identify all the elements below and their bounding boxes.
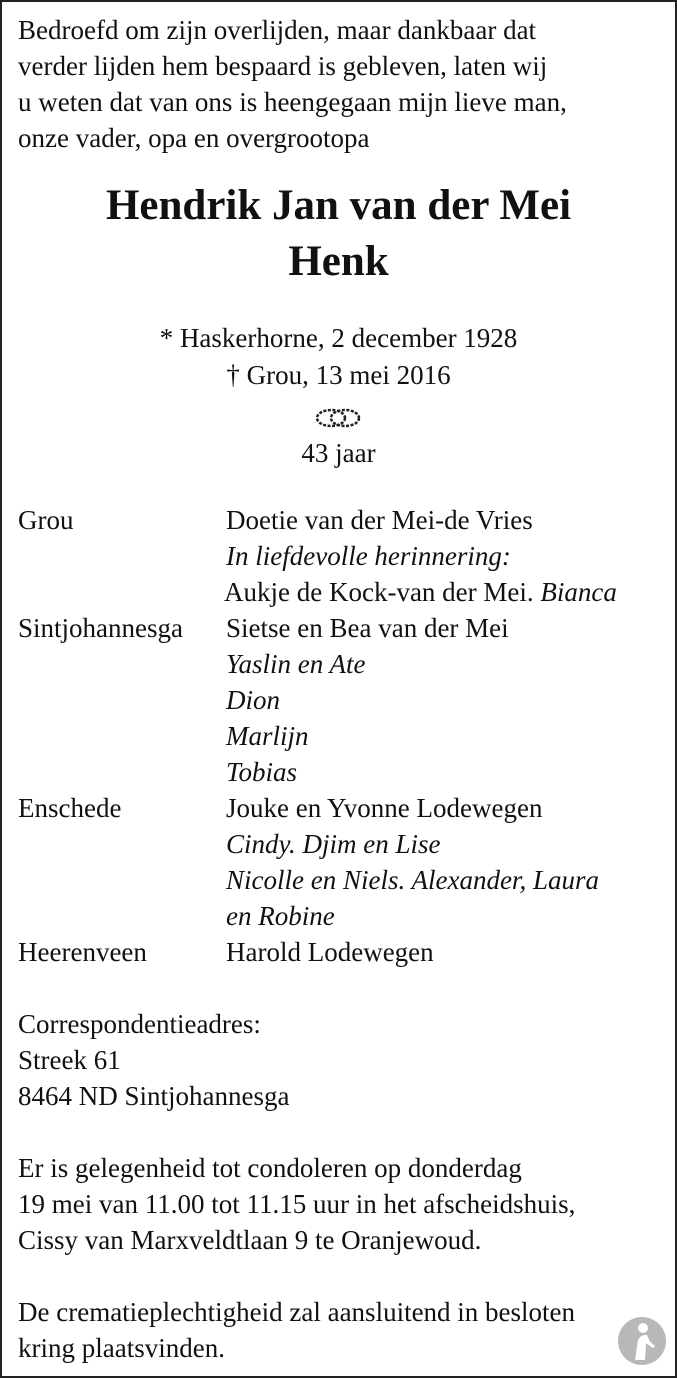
family-member: Cindy. Djim en Lise	[226, 829, 441, 859]
intro-line: verder lijden hem bespaard is gebleven, laten wij	[18, 51, 548, 81]
family-member-partner: Bianca	[540, 577, 617, 607]
intro-line: onze vader, opa en overgrootopa	[18, 123, 370, 153]
cremation-line: kring plaatsvinden.	[18, 1333, 225, 1363]
birth-date: * Haskerhorne, 2 december 1928	[159, 323, 518, 353]
correspondence-street: Streek 61	[18, 1045, 121, 1075]
deceased-nickname: Henk	[288, 238, 389, 285]
family-member: Jouke en Yvonne Lodewegen	[226, 793, 543, 823]
family-member: Marlijn	[226, 721, 309, 751]
condolence-line: Cissy van Marxveldtlaan 9 te Oranjewoud.	[18, 1225, 482, 1255]
family-member: Harold Lodewegen	[226, 937, 434, 967]
marriage-years: 43 jaar	[301, 438, 376, 468]
watermark-logo-icon	[617, 1316, 667, 1366]
family-member: Tobias	[226, 757, 298, 787]
family-member	[224, 574, 617, 610]
family-place-heerenveen: Heerenveen	[18, 937, 147, 967]
family-member: In liefdevolle herinnering:	[226, 541, 511, 571]
intro-line: Bedroefd om zijn overlijden, maar dankbaar dat	[18, 15, 537, 45]
correspondence-city: 8464 ND Sintjohannesga	[18, 1081, 290, 1111]
deceased-full-name: Hendrik Jan van der Mei	[105, 182, 572, 229]
wedding-rings-icon	[313, 405, 363, 431]
family-place-enschede: Enschede	[18, 793, 122, 823]
family-member: Doetie van der Mei-de Vries	[226, 505, 533, 535]
correspondence-label: Correspondentieadres:	[18, 1009, 261, 1039]
family-member: Sietse en Bea van der Mei	[226, 613, 509, 643]
intro-line: u weten dat van ons is heengegaan mijn lieve man,	[18, 87, 567, 117]
death-date: † Grou, 13 mei 2016	[226, 360, 451, 390]
condolence-line: Er is gelegenheid tot condoleren op donderdag	[18, 1153, 522, 1183]
family-member: Nicolle en Niels. Alexander, Laura	[226, 865, 599, 895]
family-place-sintjohannesga: Sintjohannesga	[18, 613, 183, 643]
family-member: Dion	[226, 685, 280, 715]
family-member-name: Aukje de Kock-van der Mei.	[224, 577, 534, 607]
family-member: en Robine	[226, 901, 335, 931]
cremation-line: De crematieplechtigheid zal aansluitend in besloten	[18, 1297, 576, 1327]
condolence-line: 19 mei van 11.00 tot 11.15 uur in het afscheidshuis,	[18, 1189, 576, 1219]
family-member: Yaslin en Ate	[226, 649, 366, 679]
family-place-grou: Grou	[18, 505, 74, 535]
intro-paragraph	[18, 12, 567, 156]
